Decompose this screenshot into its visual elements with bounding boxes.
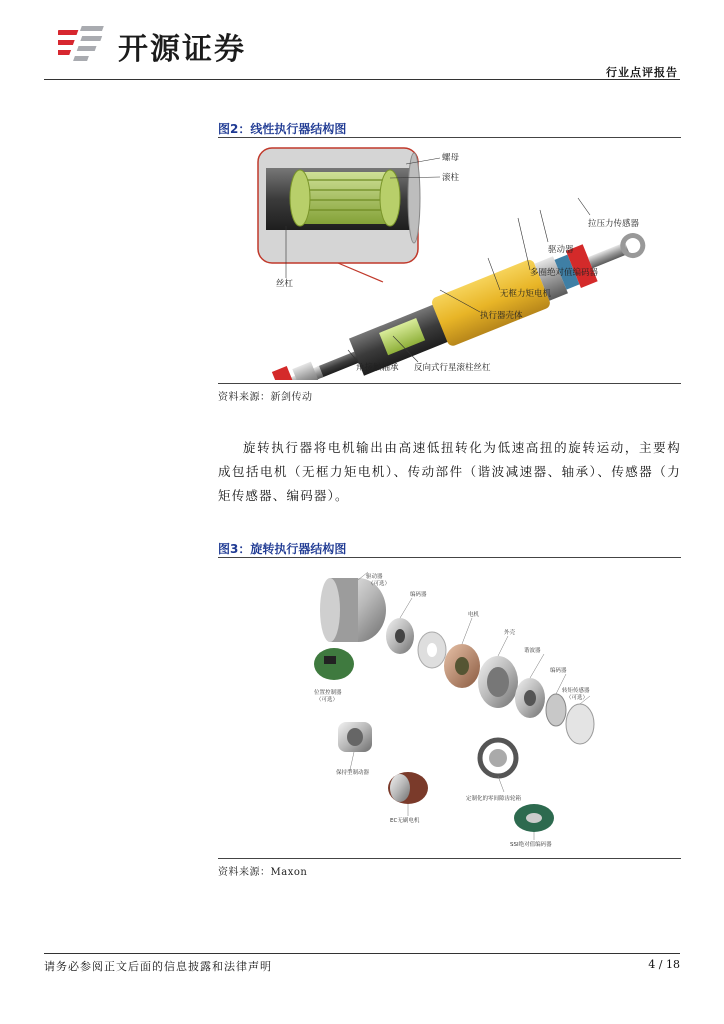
figure3-bottom-rule <box>218 858 681 859</box>
label-housing: 执行器壳体 <box>480 311 523 321</box>
label-encoder: 编码器 <box>410 592 427 598</box>
figure2-title: 图2：线性执行器结构图 <box>218 122 347 136</box>
figure3-title: 图3：旋转执行器结构图 <box>218 542 347 556</box>
part-ssi-encoder <box>514 804 554 832</box>
footer-disclaimer: 请务必参阅正文后面的信息披露和法律声明 <box>44 960 272 973</box>
inset-callout <box>258 148 420 282</box>
figure3-source: 资料来源：Maxon <box>218 867 308 878</box>
footer-divider <box>44 953 680 954</box>
part-position-controller <box>314 648 354 680</box>
part-custom-bearing <box>480 740 516 776</box>
figure2-source: 资料来源：新剑传动 <box>218 392 313 403</box>
label-motor: 无框力矩电机 <box>500 289 552 299</box>
brand-name: 开源证券 <box>118 32 246 67</box>
figure2-image <box>218 140 681 380</box>
report-type: 行业点评报告 <box>606 66 678 79</box>
part-encoder2 <box>546 694 566 726</box>
label-shell: 外壳 <box>504 630 516 636</box>
label-roller: 滚柱 <box>442 173 460 183</box>
label-brake: 保持型制动器 <box>336 770 370 776</box>
label-torque-optional: （可选） <box>566 695 589 701</box>
label-bearing: 角接触轴承 <box>356 363 399 373</box>
label-roller-screw: 反向式行星滚柱丝杠 <box>414 363 491 373</box>
label-driver: 驱动器 <box>548 245 574 255</box>
part-drive-unit <box>320 578 386 642</box>
label-tension-sensor: 拉压力传感器 <box>588 219 640 229</box>
label-motor: 电机 <box>468 612 480 618</box>
figure2-top-rule <box>218 137 681 138</box>
label-reducer: 驱动器 <box>366 574 383 580</box>
part-encoder-ring <box>386 618 414 654</box>
part-motor <box>444 644 480 688</box>
label-screw: 丝杠 <box>276 279 294 289</box>
paragraph-text: 旋转执行器将电机输出由高速低扭转化为低速高扭的旋转运动，主要构成包括电机（无框力矩电机）、传动部件（谐波减速器、轴承）、传感器（力矩传感器、编码器）。 <box>218 440 681 503</box>
label-custom-bearing: 定制化的零间隙齿轮箱 <box>466 796 522 802</box>
label-position-optional: （可选） <box>316 697 339 703</box>
figure3-image <box>218 560 681 856</box>
brand-logo <box>58 20 278 68</box>
label-encoder: 多圈绝对值编码器 <box>530 268 599 278</box>
page-number: 4 / 18 <box>648 958 680 971</box>
part-harmonic <box>515 678 545 718</box>
label-harmonic: 谐波器 <box>524 648 541 654</box>
header-divider <box>44 79 680 80</box>
label-position-controller: 位置控制器 <box>314 690 342 696</box>
part-brake <box>338 722 372 752</box>
body-paragraph <box>218 436 681 508</box>
part-shell <box>478 656 518 708</box>
label-encoder2: 编码器 <box>550 668 567 674</box>
label-ec-motor: EC无刷电机 <box>390 818 420 824</box>
brand-mark-icon <box>58 20 114 68</box>
label-nut: 螺母 <box>442 153 460 163</box>
label-torque-sensor: 转矩传感器 <box>562 688 590 694</box>
figure2-bottom-rule <box>218 383 681 384</box>
part-torque-sensor <box>566 704 594 744</box>
part-encoder-disc <box>418 632 446 668</box>
label-reducer-optional: （可选） <box>368 581 391 587</box>
figure3-top-rule <box>218 557 681 558</box>
label-ssi-encoder: SSI绝对值编码器 <box>510 842 552 848</box>
part-ec-motor <box>388 772 428 804</box>
